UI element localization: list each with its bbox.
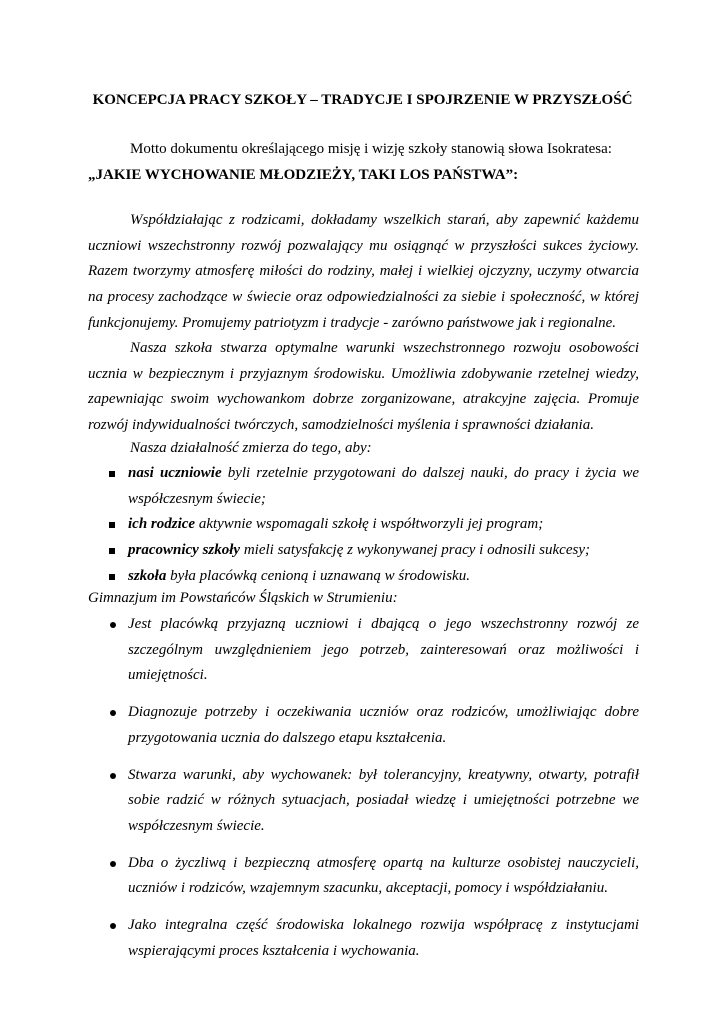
goal-text: byli rzetelnie przygotowani do dalszej nauki, do pracy i życia we współczesnym świecie;: [128, 465, 639, 507]
square-bullet-icon: [109, 574, 115, 580]
school-point-text: Diagnozuje potrzeby i oczekiwania uczniów oraz rodziców, umożliwiając dobre przygotowania ucznia do dalszego etapu kształcenia.: [128, 704, 639, 746]
square-bullet-icon: [109, 522, 115, 528]
paragraph-cooperation: Współdziałając z rodzicami, dokładamy wszelkich starań, aby zapewnić każdemu uczniowi wszechstronny rozwój pozwalający mu osiągnąć w przyszłości sukces życiowy. Razem tworzymy atmosferę miłości do rodziny, małej i wielkiej ojczyzny, uczymy otwarcia na procesy zachodzące w świecie oraz odpowiedzialności za siebie i społeczność, w której funkcjonujemy. Promujemy patriotyzm i tradycje - zarówno państwowe jak i regionalne.: [88, 212, 639, 331]
motto-block: [88, 136, 639, 188]
school-point-text: Stwarza warunki, aby wychowanek: był tolerancyjny, kreatywny, otwarty, potrafił sobie radzić w różnych sytuacjach, posiadał wiedzę i umiejętności potrzebne we współczesnym świecie.: [128, 766, 639, 834]
round-bullet-icon: [110, 773, 116, 779]
school-point: [88, 612, 639, 689]
paragraph-goals-intro: Nasza działalność zmierza do tego, aby:: [130, 440, 372, 456]
school-heading: Gimnazjum im Powstańców Śląskich w Strumieniu:: [88, 590, 398, 606]
paragraph-school-conditions: Nasza szkoła stwarza optymalne warunki wszechstronnego rozwoju osobowości ucznia w bezpiecznym i przyjaznym środowisku. Umożliwia zdobywanie rzetelnej wiedzy, zapewniając swoim wychowankom dobrze zorganizowane, atrakcyjne zajęcia. Promuje rozwój indywidualności twórczych, samodzielności myślenia i sprawności działania.: [88, 340, 639, 434]
school-point: [88, 700, 639, 751]
square-bullet-icon: [109, 548, 115, 554]
school-point: [88, 851, 639, 902]
square-bullet-icon: [109, 471, 115, 477]
document-title: KONCEPCJA PRACY SZKOŁY – TRADYCJE I SPOJRZENIE W PRZYSZŁOŚĆ: [92, 92, 633, 108]
goal-text: mieli satysfakcję z wykonywanej pracy i odnosili sukcesy;: [240, 542, 590, 559]
school-point-text: Jest placówką przyjazną uczniowi i dbającą o jego wszechstronny rozwój ze szczególnym uwzględnieniem jego potrzeb, zainteresowań oraz możliwości i umiejętności.: [128, 616, 639, 684]
goal-item: [88, 512, 639, 538]
school-point: [88, 913, 639, 964]
school-point: [88, 763, 639, 840]
goal-subject: ich rodzice: [128, 516, 196, 533]
goal-text: aktywnie wspomagali szkołę i współtworzyli jej program;: [195, 516, 544, 533]
goals-list: [88, 461, 639, 590]
goal-text: była placówką cenioną i uznawaną w środowisku.: [166, 567, 470, 584]
goal-item: [88, 538, 639, 564]
round-bullet-icon: [110, 923, 116, 929]
school-points-list: [88, 612, 639, 964]
goal-item: [88, 461, 639, 512]
school-point-text: Dba o życzliwą i bezpieczną atmosferę opartą na kulturze osobistej nauczycieli, uczniów i rodziców, wzajemnym szacunku, akceptacji, pomocy i współdziałaniu.: [128, 854, 639, 897]
goal-subject: szkoła: [128, 567, 167, 584]
goal-subject: pracownicy szkoły: [128, 542, 241, 559]
round-bullet-icon: [110, 861, 116, 867]
round-bullet-icon: [110, 710, 116, 716]
goal-subject: nasi uczniowie: [128, 465, 222, 481]
school-point-text: Jako integralna część środowiska lokalnego rozwija współpracę z instytucjami wspierającymi proces kształcenia i wychowania.: [128, 917, 639, 959]
round-bullet-icon: [110, 622, 116, 628]
motto-intro: Motto dokumentu określającego misję i wizję szkoły stanowią słowa Isokratesa:: [130, 141, 612, 157]
motto-quote: „JAKIE WYCHOWANIE MŁODZIEŻY, TAKI LOS PAŃSTWA”:: [88, 167, 519, 183]
